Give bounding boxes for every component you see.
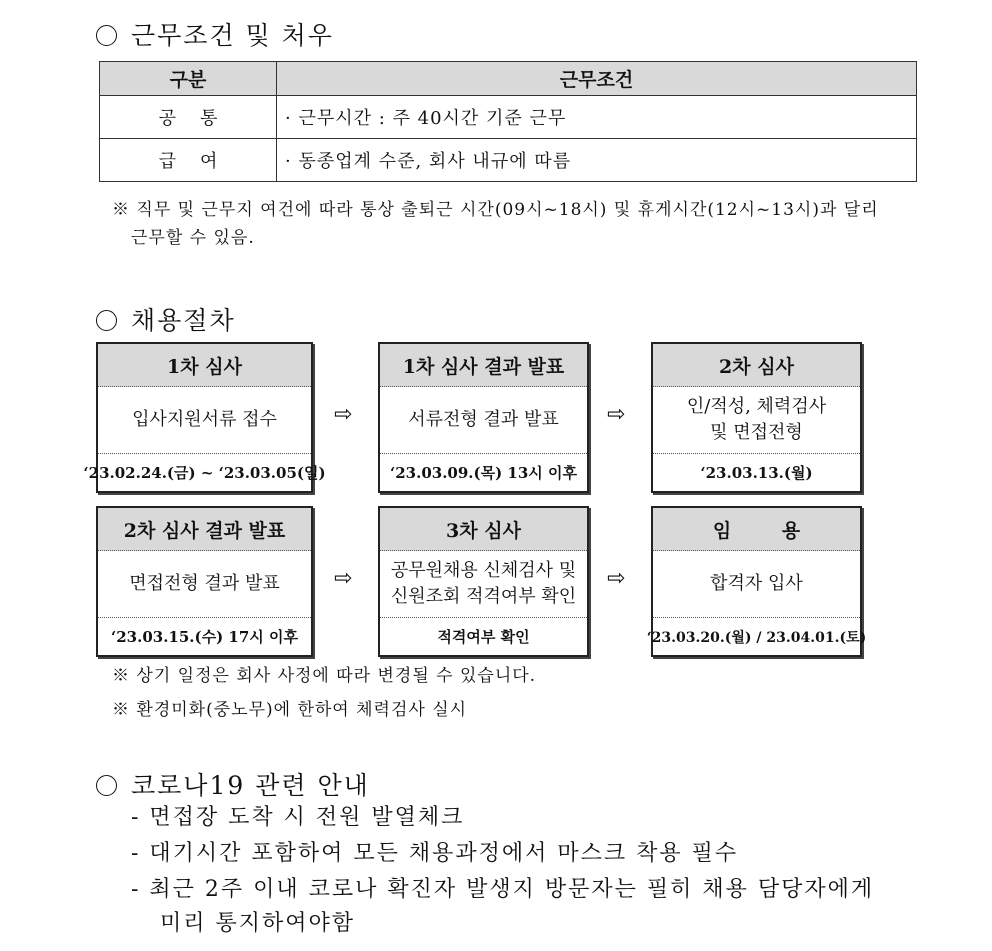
step-title: 2차 심사 결과 발표 bbox=[98, 508, 311, 551]
step-body: 서류전형 결과 발표 bbox=[380, 387, 587, 454]
conditions-note-line2: 근무할 수 있음. bbox=[131, 228, 255, 248]
section-title-text: 코로나19 관련 안내 bbox=[131, 771, 370, 800]
right-arrow-icon: ⇨ bbox=[334, 402, 353, 427]
conditions-note-line1: ※ 직무 및 근무지 여건에 따라 통상 출퇴근 시간(09시~18시) 및 휴게시간(12시~13시)과 달리 bbox=[112, 200, 879, 220]
procedure-note: ※ 상기 일정은 회사 사정에 따라 변경될 수 있습니다. bbox=[112, 666, 537, 686]
covid-item-continuation: 미리 통지하여야함 bbox=[160, 911, 356, 936]
row-label: 급여 bbox=[100, 139, 277, 182]
right-arrow-icon: ⇨ bbox=[607, 402, 626, 427]
step-box-6 bbox=[646, 506, 867, 657]
step-box-4 bbox=[96, 506, 313, 657]
step-body: 공무원채용 신체검사 및 신원조회 적격여부 확인 bbox=[380, 551, 587, 618]
step-box-1 bbox=[83, 342, 326, 493]
step-box-2 bbox=[378, 342, 589, 493]
section-title-conditions bbox=[96, 16, 334, 52]
step-title: 임 용 bbox=[653, 508, 860, 551]
covid-item: - 면접장 도착 시 전원 발열체크 bbox=[131, 805, 465, 830]
step-date: ‘23.03.15.(수) 17시 이후 bbox=[111, 628, 298, 646]
step-body: 인/적성, 체력검사 및 면접전형 bbox=[653, 387, 860, 454]
step-body: 면접전형 결과 발표 bbox=[98, 551, 311, 618]
step-date: 적격여부 확인 bbox=[437, 628, 530, 646]
table-header: 근무조건 bbox=[277, 62, 917, 96]
table-row bbox=[100, 96, 917, 139]
step-body: 합격자 입사 bbox=[653, 551, 860, 618]
step-date: ‘23.03.13.(월) bbox=[700, 464, 813, 482]
right-arrow-icon: ⇨ bbox=[334, 566, 353, 591]
step-title: 3차 심사 bbox=[380, 508, 587, 551]
step-title: 1차 심사 bbox=[98, 344, 311, 387]
circle-bullet-icon bbox=[96, 310, 117, 331]
table-header-row bbox=[100, 62, 917, 96]
circle-bullet-icon bbox=[96, 25, 117, 46]
step-date: ‘23.03.20.(월) / 23.04.01.(토) bbox=[646, 629, 867, 646]
step-box-3 bbox=[651, 342, 862, 493]
row-label: 공통 bbox=[100, 96, 277, 139]
covid-item: - 최근 2주 이내 코로나 확진자 발생지 방문자는 필히 채용 담당자에게 bbox=[131, 877, 875, 902]
row-value: · 근무시간 : 주 40시간 기준 근무 bbox=[277, 96, 917, 139]
table-header: 구분 bbox=[100, 62, 277, 96]
step-box-5 bbox=[378, 506, 589, 657]
circle-bullet-icon bbox=[96, 775, 117, 796]
step-title: 1차 심사 결과 발표 bbox=[380, 344, 587, 387]
step-date: ‘23.03.09.(목) 13시 이후 bbox=[390, 464, 577, 482]
conditions-table bbox=[99, 61, 917, 182]
step-body: 입사지원서류 접수 bbox=[98, 387, 311, 454]
step-title: 2차 심사 bbox=[653, 344, 860, 387]
section-title-text: 채용절차 bbox=[131, 306, 236, 335]
section-title-text: 근무조건 및 처우 bbox=[131, 21, 334, 50]
row-value: · 동종업계 수준, 회사 내규에 따름 bbox=[277, 139, 917, 182]
section-title-procedure bbox=[96, 301, 236, 337]
procedure-note: ※ 환경미화(중노무)에 한하여 체력검사 실시 bbox=[112, 700, 468, 720]
covid-item: - 대기시간 포함하여 모든 채용과정에서 마스크 착용 필수 bbox=[131, 841, 739, 866]
table-row bbox=[100, 139, 917, 182]
section-title-covid bbox=[96, 766, 370, 802]
step-date: ‘23.02.24.(금) ~ ‘23.03.05(일) bbox=[83, 464, 326, 482]
right-arrow-icon: ⇨ bbox=[607, 566, 626, 591]
